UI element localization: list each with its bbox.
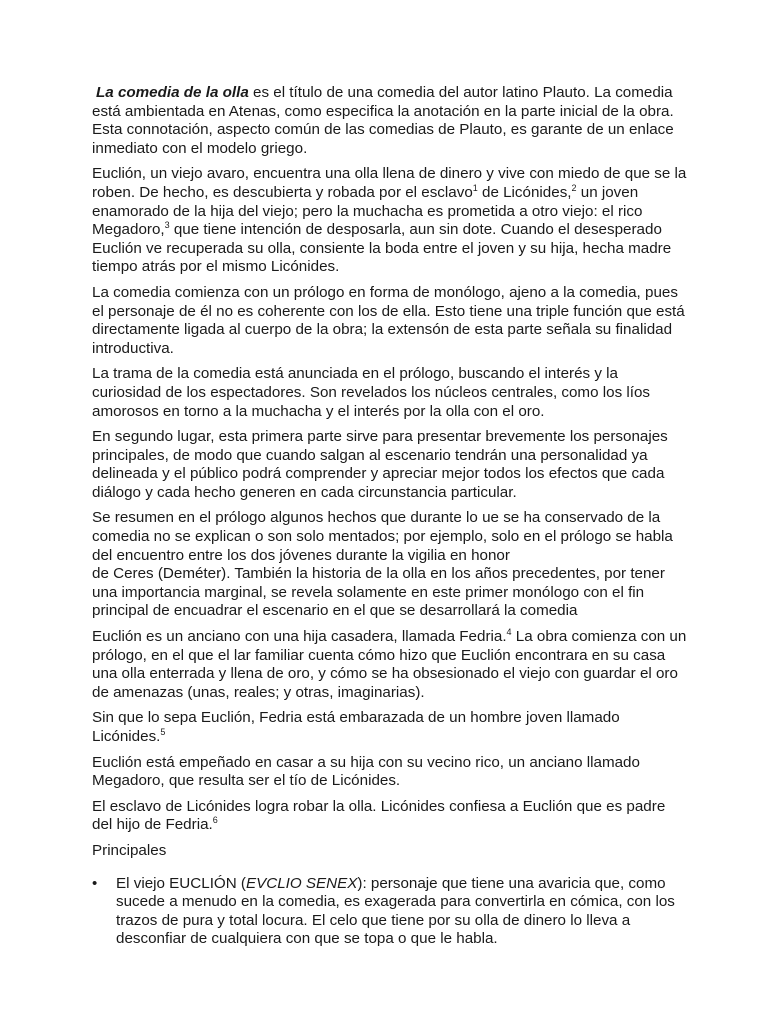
slave-text: El esclavo de Licónides logra robar la olla. Licónides confiesa a Euclión que es padre del hijo de Fedria. — [92, 797, 666, 834]
prologue-paragraph: La comedia comienza con un prólogo en forma de monólogo, ajeno a la comedia, pues el personaje de él no es coherente con los de ella. Esto tiene una triple función que está directamente ligada al cuerpo de la obra; la extensón de esta parte señala su finalidad introductiva. — [92, 283, 685, 357]
character-text-b: ): personaje que tiene una avaricia que, como sucede a menudo en la comedia, es exagerada para convertirla en cómica, con los trazos de pura y total locura. El celo que tiene por su olla de dinero lo lleva a desconfiar de cualquiera con que se topa o que le habla. — [116, 874, 675, 948]
character-text-a: El viejo EUCLIÓN ( — [116, 874, 246, 892]
character-latin-name: EVCLIO SENEX — [245, 874, 358, 892]
characters-intro-paragraph: En segundo lugar, esta primera parte sirve para presentar brevemente los personajes principales, de modo que cuando salgan al escenario tendrán una personalidad ya delineada y el público podrá comprender y apreciar mejor todos los efectos que cada diálogo y cada hecho generen en cada circunstancia particular. — [92, 428, 668, 501]
summary-text-b: de Ceres (Deméter). También la historia de la olla en los años precedentes, por tener una importancia marginal, se revela solamente en este primer monólogo con el fin principal de encuadrar el escenario en el que se desarrollará la comedia — [92, 565, 665, 620]
plot-announcement-paragraph: La trama de la comedia está anunciada en el prólogo, buscando el interés y la curiosidad de los espectadores. Son revelados los núcleos centrales, como los líos amorosos en torno a la muchacha y el interés por la olla con el oro. — [92, 365, 651, 420]
slave-paragraph — [92, 798, 688, 835]
work-title: La comedia de la olla — [96, 84, 249, 101]
plot-text-a: Euclión, un viejo avaro, encuentra una olla llena de dinero y vive con miedo de que se la roben. De hecho, es descubierta y robada por el esclavo — [92, 165, 687, 201]
plot-text-b: de Licónides, — [477, 183, 572, 201]
euclion-text-a: Euclión es un anciano con una hija casadera, llamada Fedria. — [92, 628, 507, 646]
fedria-paragraph — [92, 709, 688, 746]
euclion-paragraph — [92, 628, 688, 702]
section-heading: Principales — [92, 841, 167, 859]
plot-paragraph — [92, 165, 688, 277]
footnote-ref-5[interactable]: 5 — [160, 727, 166, 737]
summary-text-a: Se resumen en el prólogo algunos hechos que durante lo ue se ha conservado de la comedia no se explican o son solo mentados; por ejemplo, solo en el prólogo se habla del encuentro entre los dos jóvenes durante la vigilia en honor — [92, 509, 673, 564]
footnote-ref-2[interactable]: 2 — [571, 182, 577, 193]
prologue-summary-paragraph — [92, 509, 688, 621]
plot-text-c: un joven enamorado de la hija del viejo; pero la muchacha es prometida a otro viejo: el rico Megadoro, — [92, 183, 643, 239]
euclion-text-b: La obra comienza con un prólogo, en el que el lar familiar cuenta cómo hizo que Euclión encontrara en su casa una olla enterrada y llena de oro, y cómo se ha obsesionado el viejo con guardar el oro de amenazas (unas, reales; y otras, imaginarias). — [92, 628, 687, 701]
footnote-ref-6[interactable]: 6 — [212, 815, 218, 826]
intro-text: es el título de una comedia del autor latino Plauto. La comedia está ambientada en Atenas, como especifica la anotación en la parte inicial de la obra. Esta connotación, aspecto común de las comedias de Plauto, es garante de un enlace inmediato con el modelo griego. — [92, 84, 674, 157]
characters-list — [92, 875, 688, 949]
intro-paragraph — [92, 84, 688, 158]
list-item — [92, 875, 688, 949]
footnote-ref-3[interactable]: 3 — [164, 220, 170, 231]
bullet-icon: • — [92, 874, 98, 892]
plot-text-d: que tiene intención de desposarla, aun sin dote. Cuando el desesperado Euclión ve recuperada su olla, consiente la boda entre el joven y su hija, hecha madre tiempo atrás por el mismo Licónides. — [92, 221, 672, 276]
footnote-ref-4[interactable]: 4 — [506, 627, 512, 638]
footnote-ref-1[interactable]: 1 — [472, 182, 478, 193]
fedria-text: Sin que lo sepa Euclión, Fedria está embarazada de un hombre joven llamado Licónides. — [92, 709, 620, 745]
megadoro-paragraph: Euclión está empeñado en casar a su hija con su vecino rico, un anciano llamado Megadoro, que resulta ser el tío de Licónides. — [92, 753, 640, 790]
